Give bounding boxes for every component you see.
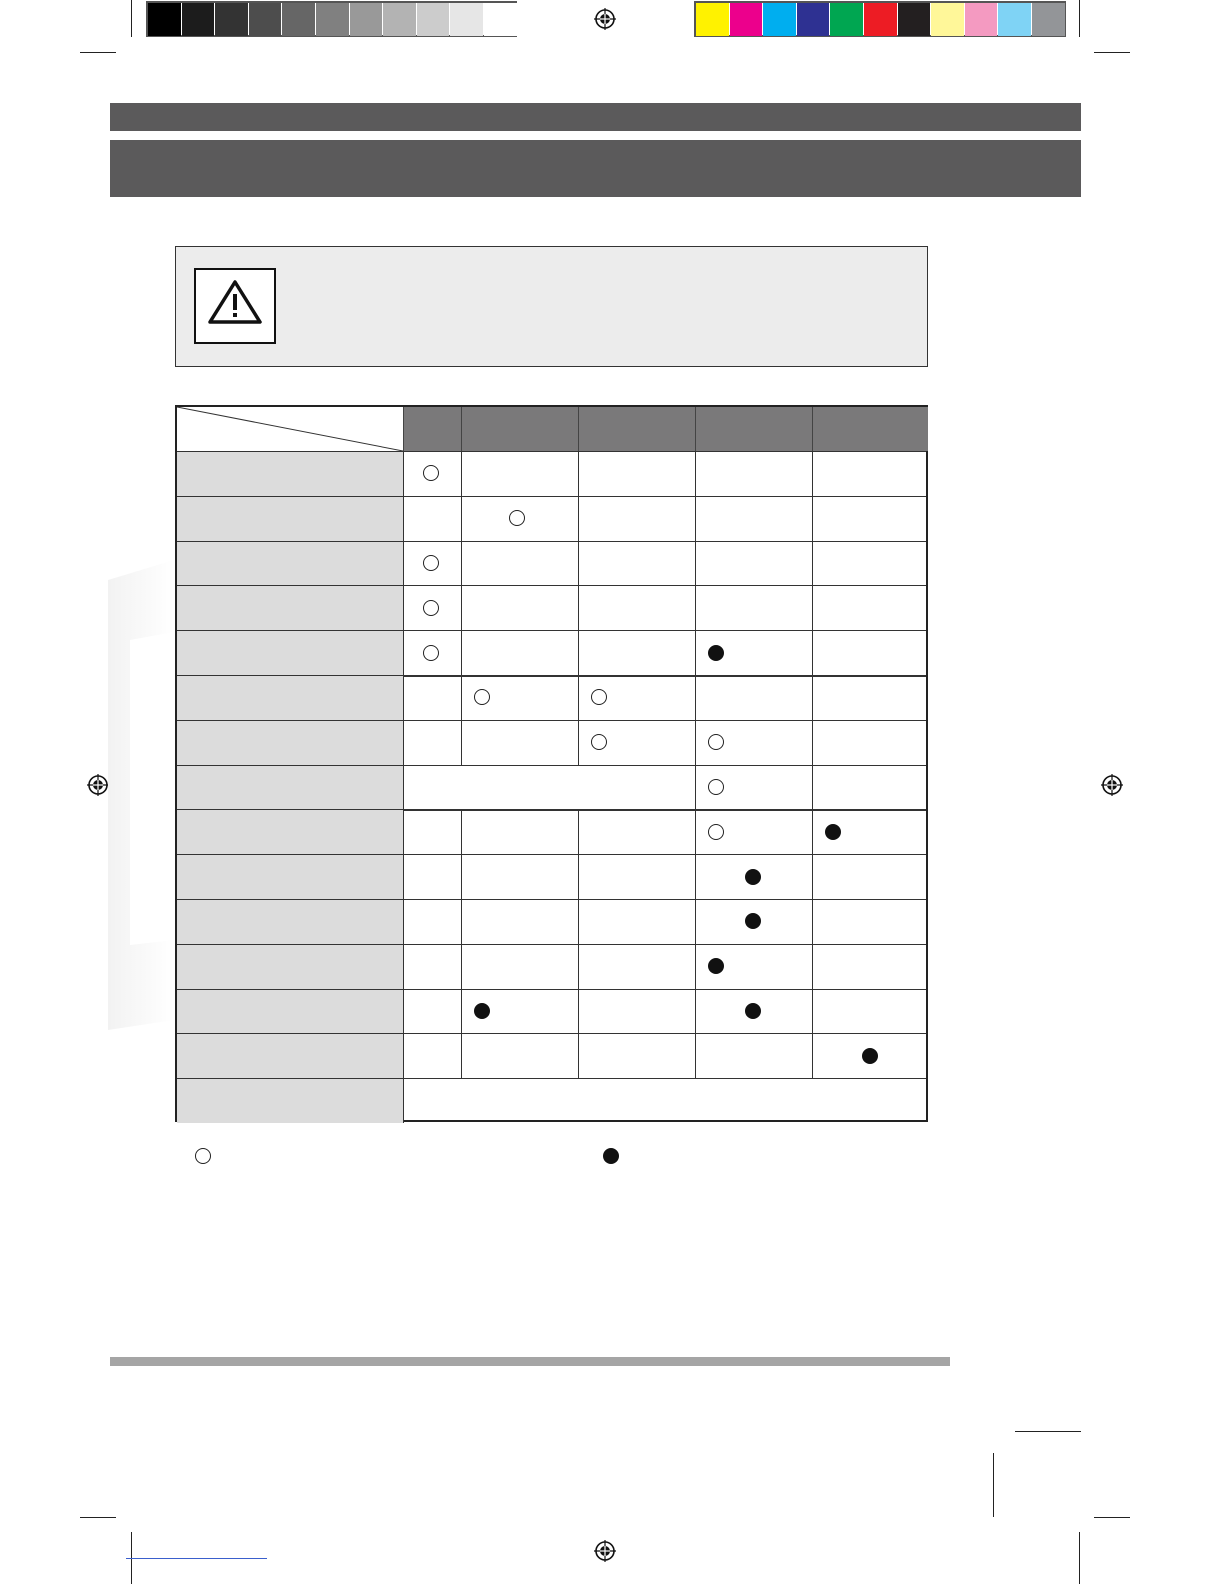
open-circle-icon (423, 645, 439, 661)
table-rule (812, 407, 813, 451)
row-label (177, 497, 403, 541)
color-swatch (864, 3, 897, 36)
color-swatch (1032, 3, 1065, 36)
color-swatch (417, 3, 450, 36)
table-rule (578, 989, 579, 1034)
table-rule (578, 630, 579, 675)
color-swatch (797, 3, 830, 36)
table-rule (578, 1033, 579, 1078)
table-rule (461, 630, 462, 675)
row-label (177, 990, 403, 1034)
open-circle-icon (423, 465, 439, 481)
filled-circle-icon (862, 1048, 878, 1064)
table-rule (403, 854, 404, 899)
row-label (177, 1034, 403, 1078)
table-rule (461, 407, 462, 451)
row-label (177, 766, 403, 810)
table-rule (812, 720, 813, 765)
header-band-top (110, 103, 1081, 131)
table-rule (403, 451, 404, 496)
color-swatch (965, 3, 998, 36)
row-label (177, 945, 403, 989)
table-rule (695, 675, 696, 720)
table-rule (812, 765, 813, 810)
open-circle-icon (708, 824, 724, 840)
table-rule (578, 899, 579, 944)
table-rule (695, 541, 696, 586)
registration-mark-icon (594, 1540, 616, 1562)
table-rule (403, 1078, 404, 1123)
table-rule (578, 541, 579, 586)
compatibility-table (175, 405, 928, 1122)
row-label (177, 900, 403, 944)
filled-circle-icon (603, 1148, 619, 1164)
table-rule (578, 675, 579, 720)
filled-circle-icon (474, 1003, 490, 1019)
open-circle-icon (509, 510, 525, 526)
table-rule (695, 989, 696, 1034)
row-label (177, 855, 403, 899)
table-rule (578, 720, 579, 765)
table-rule (578, 451, 579, 496)
table-rule (403, 899, 404, 944)
crop-mark (80, 1517, 116, 1518)
open-circle-icon (423, 600, 439, 616)
column-header (461, 407, 578, 451)
column-header (812, 407, 928, 451)
table-rule (461, 899, 462, 944)
table-rule (403, 765, 404, 810)
table-rule (695, 854, 696, 899)
table-rule (812, 854, 813, 899)
color-swatch (998, 3, 1031, 36)
open-circle-icon (591, 689, 607, 705)
column-header (695, 407, 812, 451)
color-swatch (730, 3, 763, 36)
open-circle-icon (474, 689, 490, 705)
table-rule (461, 854, 462, 899)
color-swatch (763, 3, 796, 36)
crop-mark (1079, 1532, 1080, 1584)
registration-mark-icon (87, 774, 109, 796)
table-rule (578, 585, 579, 630)
table-rule (578, 809, 579, 854)
row-label (177, 676, 403, 720)
legend-open-circle (195, 1148, 211, 1164)
filled-circle-icon (745, 913, 761, 929)
crop-mark (80, 52, 116, 53)
table-rule (695, 630, 696, 675)
row-label (177, 586, 403, 630)
table-rule (578, 854, 579, 899)
color-swatch (350, 3, 383, 36)
crop-mark (1079, 0, 1080, 37)
row-label (177, 1079, 403, 1123)
table-rule (578, 496, 579, 541)
crop-mark (1094, 1517, 1130, 1518)
color-swatch (450, 3, 483, 36)
table-rule (403, 585, 404, 630)
table-rule (403, 630, 404, 675)
color-swatch (182, 3, 215, 36)
table-rule (403, 809, 404, 854)
table-rule (695, 1033, 696, 1078)
color-swatch (282, 3, 315, 36)
table-rule (403, 944, 404, 989)
open-circle-icon (423, 555, 439, 571)
column-header (403, 407, 461, 451)
table-rule (812, 1033, 813, 1078)
color-swatch (898, 3, 931, 36)
header-band-title (110, 140, 1081, 197)
row-label (177, 721, 403, 765)
color-swatch (931, 3, 964, 36)
table-rule (812, 899, 813, 944)
header-diagonal-cell (177, 407, 403, 451)
table-rule (461, 809, 462, 854)
open-circle-icon (591, 734, 607, 750)
page-number-divider (993, 1453, 994, 1517)
table-rule (403, 407, 404, 451)
color-swatch (249, 3, 282, 36)
registration-mark-icon (594, 8, 616, 30)
table-rule (695, 451, 696, 496)
footer-link-underline (126, 1558, 267, 1559)
table-rule (461, 989, 462, 1034)
table-rule (403, 989, 404, 1034)
table-rule (403, 675, 404, 720)
table-rule (695, 944, 696, 989)
page-number-rule (1015, 1431, 1081, 1432)
filled-circle-icon (745, 869, 761, 885)
color-swatch (148, 3, 181, 36)
table-rule (578, 944, 579, 989)
table-rule (403, 496, 404, 541)
filled-circle-icon (745, 1003, 761, 1019)
table-rule (812, 675, 813, 720)
legend-filled-circle (603, 1148, 619, 1164)
registration-mark-icon (1101, 774, 1123, 796)
table-rule (812, 496, 813, 541)
table-rule (403, 720, 404, 765)
table-rule (461, 675, 462, 720)
open-circle-icon (708, 734, 724, 750)
filled-circle-icon (708, 958, 724, 974)
warning-icon-frame (194, 268, 276, 344)
table-rule (403, 1033, 404, 1078)
table-rule (695, 585, 696, 630)
warning-triangle-icon (196, 270, 274, 342)
row-label (177, 810, 403, 854)
color-swatch (316, 3, 349, 36)
table-rule (695, 809, 696, 854)
table-rule (461, 1033, 462, 1078)
open-circle-icon (195, 1148, 211, 1164)
table-rule (695, 765, 696, 810)
table-rule (461, 585, 462, 630)
table-rule (812, 944, 813, 989)
table-rule (461, 496, 462, 541)
table-rule (812, 630, 813, 675)
table-rule (461, 451, 462, 496)
table-rule (812, 809, 813, 854)
color-swatch (696, 3, 729, 36)
table-rule (461, 541, 462, 586)
table-rule (403, 541, 404, 586)
open-circle-icon (708, 779, 724, 795)
table-rule (578, 407, 579, 451)
table-rule (812, 451, 813, 496)
table-rule (461, 720, 462, 765)
table-rule (812, 585, 813, 630)
table-rule (695, 496, 696, 541)
color-swatch (383, 3, 416, 36)
table-rule (461, 944, 462, 989)
row-label (177, 631, 403, 675)
crop-mark (131, 0, 132, 37)
warning-box (175, 246, 928, 367)
table-rule (695, 407, 696, 451)
footer-bar (110, 1357, 950, 1366)
table-rule (695, 720, 696, 765)
table-rule (812, 541, 813, 586)
column-header (578, 407, 695, 451)
color-swatch (215, 3, 248, 36)
table-rule (812, 989, 813, 1034)
color-swatch (484, 3, 517, 36)
row-label (177, 452, 403, 496)
color-swatch (830, 3, 863, 36)
filled-circle-icon (825, 824, 841, 840)
row-label (177, 542, 403, 586)
crop-mark (1094, 52, 1130, 53)
filled-circle-icon (708, 645, 724, 661)
table-rule (695, 899, 696, 944)
